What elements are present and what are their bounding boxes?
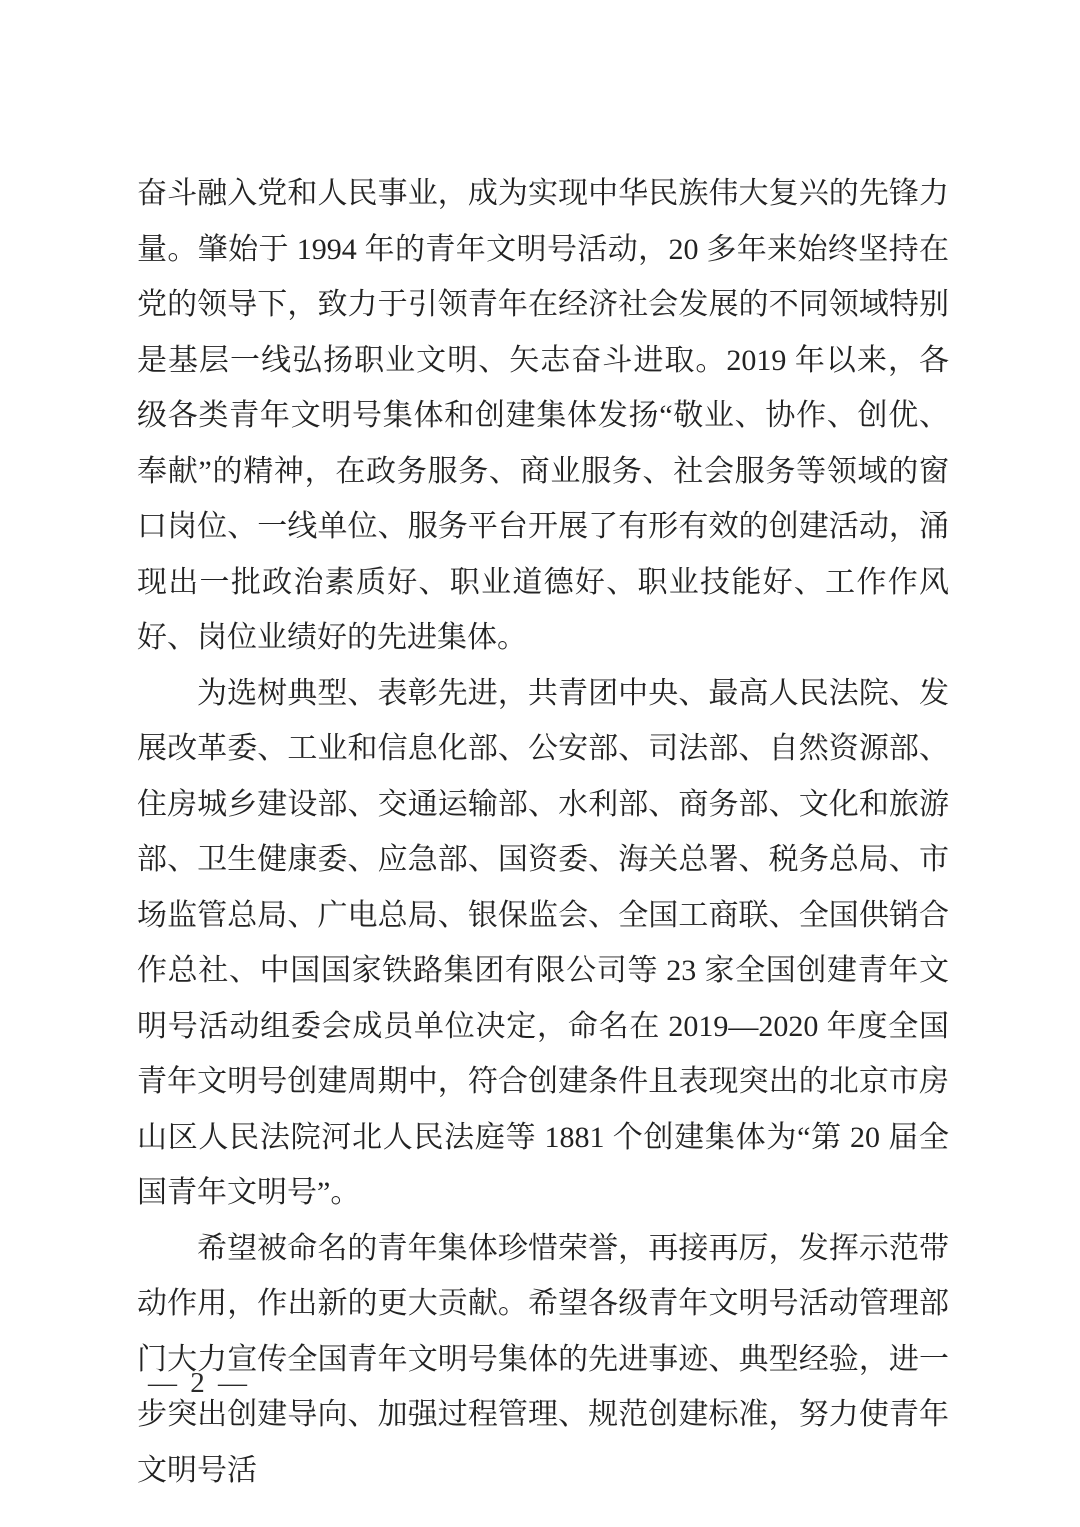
document-body xyxy=(137,166,949,1498)
page-number: — 2 — xyxy=(148,1367,250,1399)
paragraph-expectations: 希望被命名的青年集体珍惜荣誉，再接再厉，发挥示范带动作用，作出新的更大贡献。希望各级青年文明号活动管理部门大力宣传全国青年文明号集体的先进事迹、典型经验，进一步突出创建导向、加强过程管理、规范创建标准，努力使青年文明号活 xyxy=(137,1231,949,1487)
paragraph-continuation: 奋斗融入党和人民事业，成为实现中华民族伟大复兴的先锋力量。肇始于 1994 年的青年文明号活动，20 多年来始终坚持在党的领导下，致力于引领青年在经济社会发展的不同领域特别是基层一线弘扬职业文明、矢志奋斗进取。2019 年以来，各级各类青年文明号集体和创建集体发扬“敬业、协作、创优、奉献”的精神，在政务服务、商业服务、社会服务等领域的窗口岗位、一线单位、服务平台开展了有形有效的创建活动，涌现出一批政治素质好、职业道德好、职业技能好、工作作风好、岗位业绩好的先进集体。 xyxy=(137,177,949,654)
paragraph-commendation-decision: 为选树典型、表彰先进，共青团中央、最高人民法院、发展改革委、工业和信息化部、公安部、司法部、自然资源部、住房城乡建设部、交通运输部、水利部、商务部、文化和旅游部、卫生健康委、应急部、国资委、海关总署、税务总局、市场监管总局、广电总局、银保监会、全国工商联、全国供销合作总社、中国国家铁路集团有限公司等 23 家全国创建青年文明号活动组委会成员单位决定，命名在 2019—2020 年度全国青年文明号创建周期中，符合创建条件且表现突出的北京市房山区人民法院河北人民法庭等 1881 个创建集体为“第 20 届全国青年文明号”。 xyxy=(137,676,949,1209)
